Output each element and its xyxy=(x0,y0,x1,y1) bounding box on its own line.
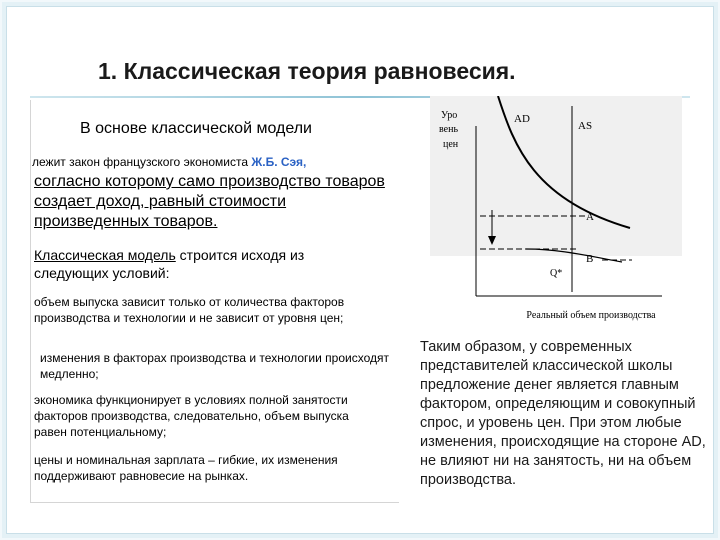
slide-title: 1. Классическая теория равновесия. xyxy=(98,58,516,84)
condition-item: изменения в факторах производства и технологии происходят медленно; xyxy=(40,351,389,381)
condition-item: экономика функционирует в условиях полной занятости факторов производства, следовательно, объем выпуска равен потенциальному; xyxy=(34,393,349,439)
point-b-label: B xyxy=(586,253,594,265)
y-axis-label-line: Уро xyxy=(441,110,458,121)
q-star-label: Q* xyxy=(550,268,563,279)
condition-item: цены и номинальная зарплата – гибкие, их изменения поддерживают равновесие на рынках. xyxy=(34,453,338,483)
law-text xyxy=(32,155,306,169)
say-law-text: согласно которому само производство товаров создает доход, равный стоимости произведенных товаров. xyxy=(34,173,385,230)
ad-as-diagram xyxy=(430,96,682,338)
model-intro-underlined: Классическая модель xyxy=(34,247,176,263)
x-axis-label: Реальный объем производства xyxy=(508,308,674,324)
condition-item: объем выпуска зависит только от количества факторов производства и технологии и не зависит от уровня цен; xyxy=(34,295,345,325)
diagram-background xyxy=(430,96,682,256)
point-a-label: A xyxy=(586,211,594,223)
as-label: AS xyxy=(578,120,593,132)
y-axis-label-line: цен xyxy=(443,139,459,150)
ad-label: AD xyxy=(514,113,530,125)
lead-text: В основе классической модели xyxy=(80,120,312,137)
model-intro xyxy=(34,246,374,282)
y-axis-label-line: вень xyxy=(439,124,459,135)
law-prefix: лежит закон французского экономиста xyxy=(32,155,249,169)
law-author: Ж.Б. Сэя, xyxy=(251,155,307,169)
conclusion-text: Таким образом, у современных представителей классической школы предложение денег является главным фактором, определяющим и совокупный спрос, и уровень цен. При этом любые изменения, происходящие на стороне AD, не влияют ни на занятость, ни на объем производства. xyxy=(420,339,706,488)
model-intro-rest: строится исходя из следующих условий: xyxy=(34,247,305,281)
